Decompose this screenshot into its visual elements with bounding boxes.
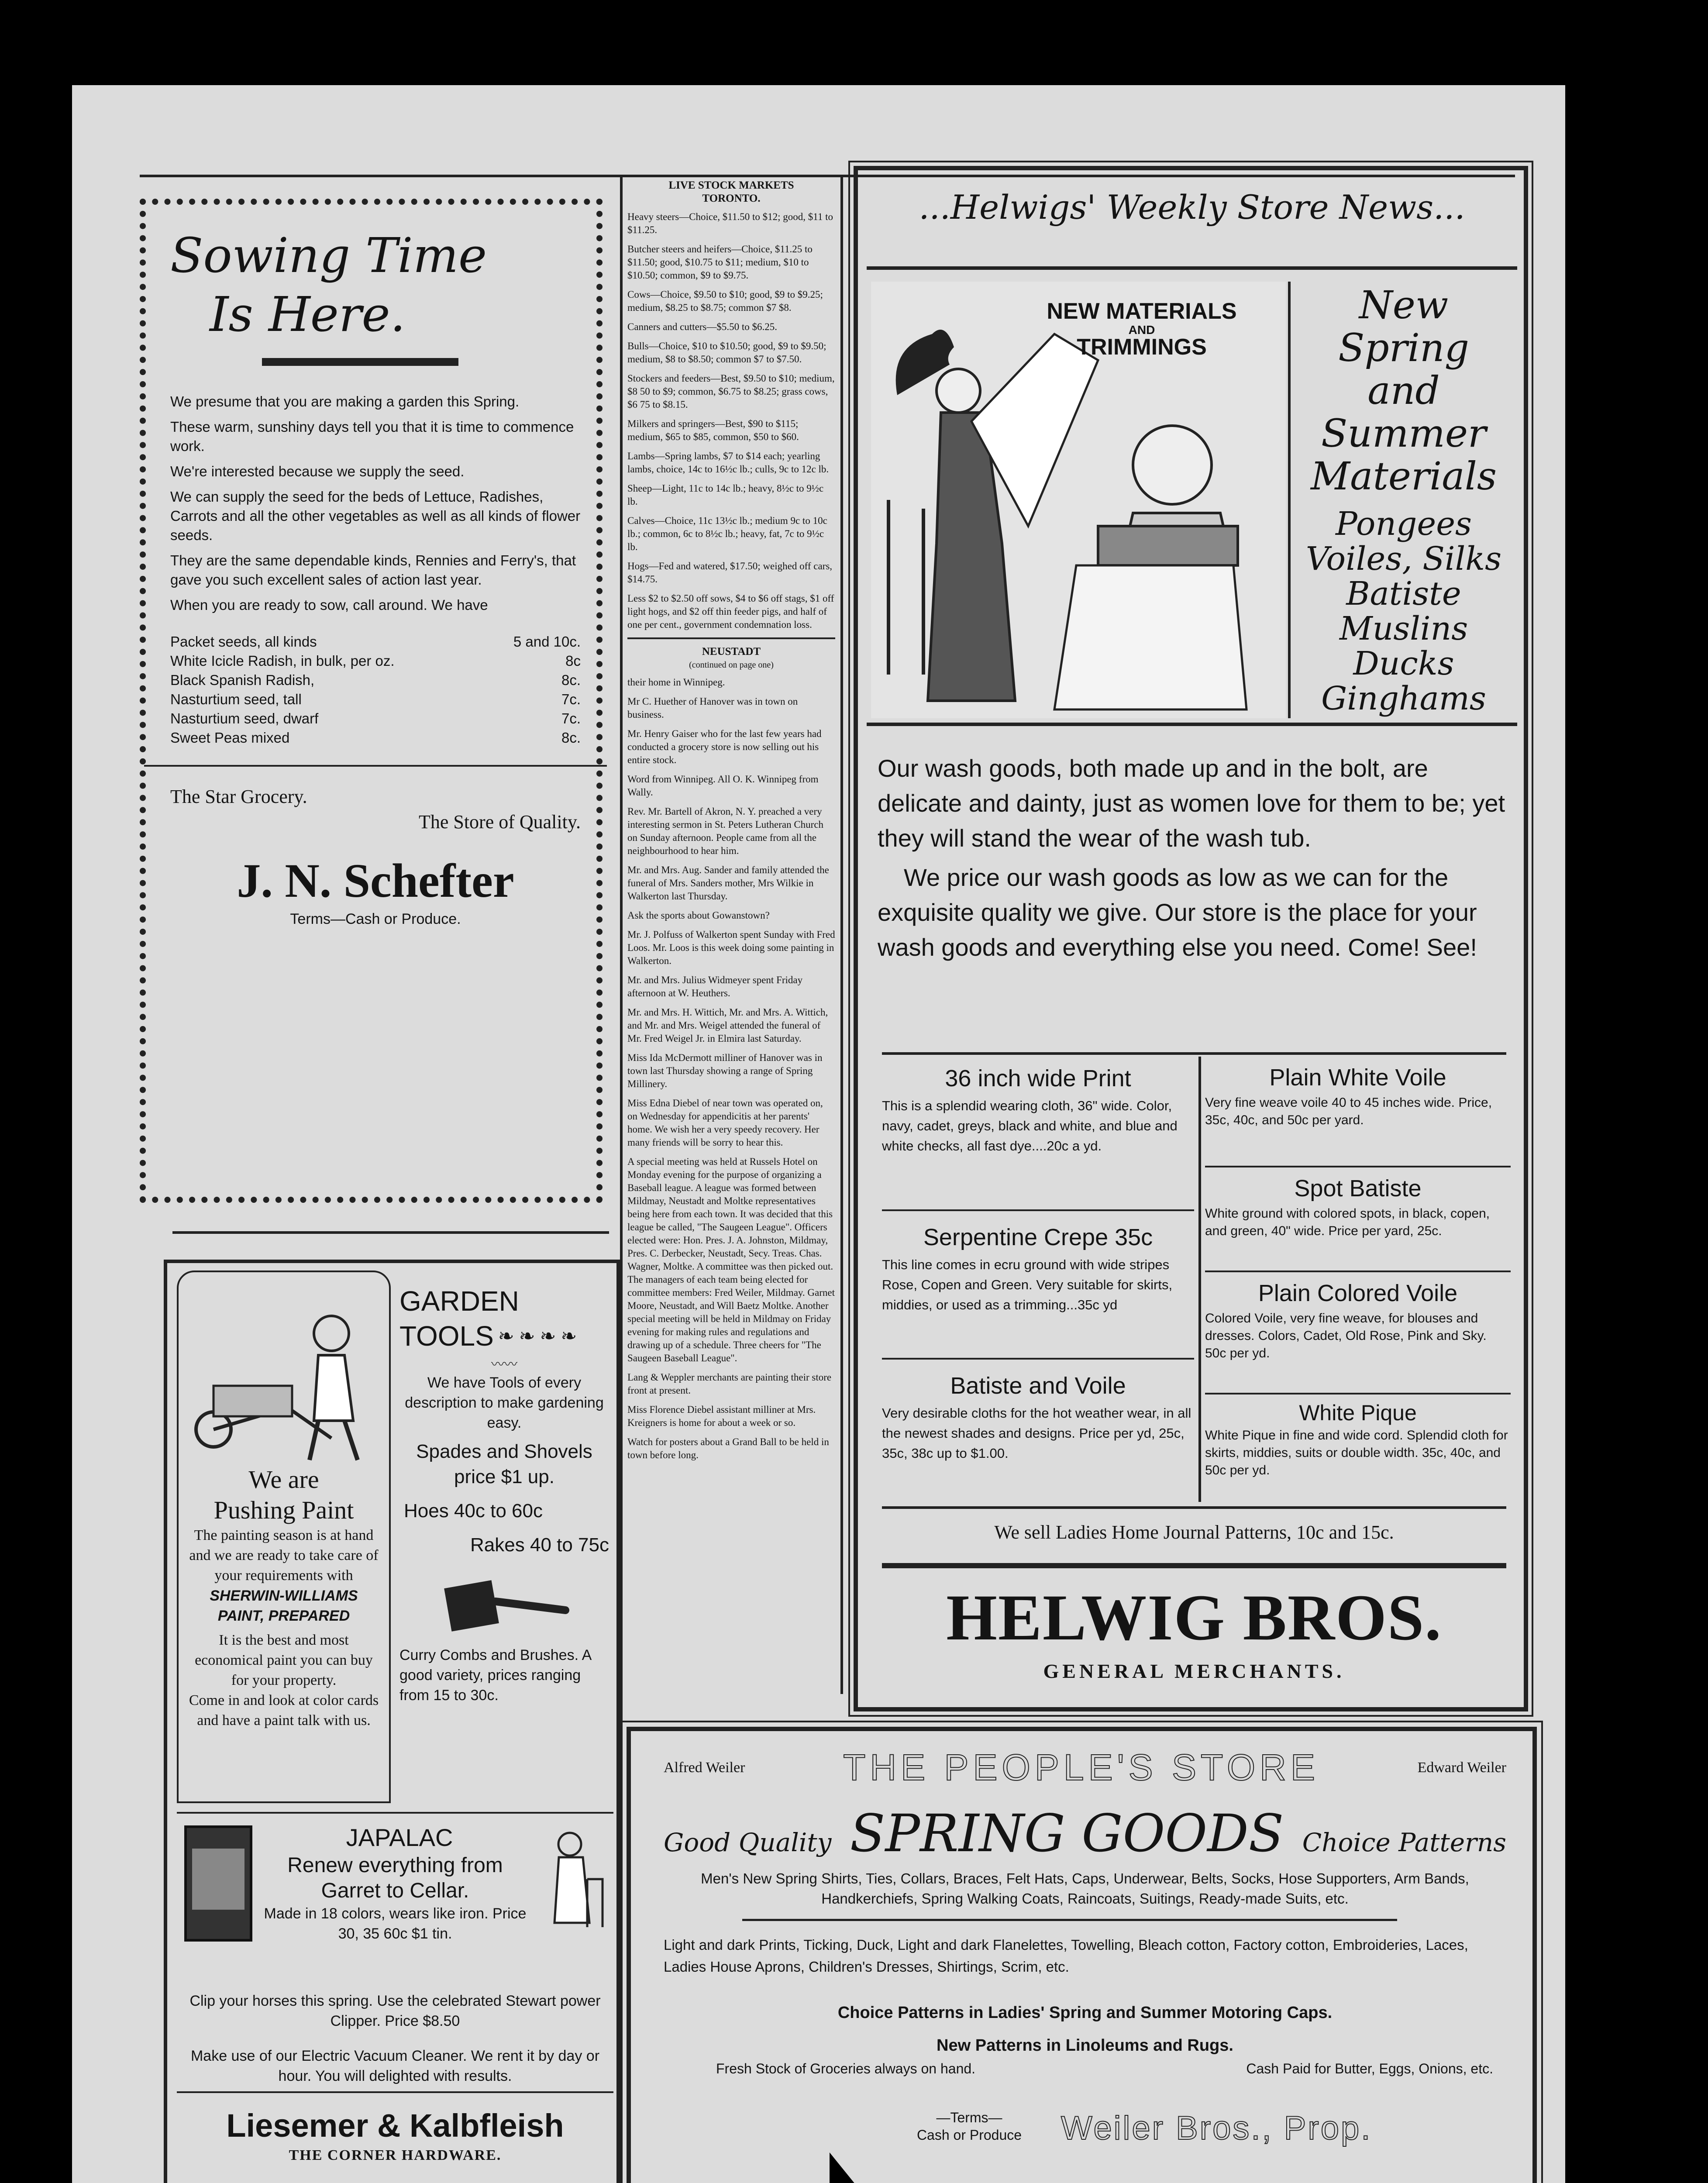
neustadt-paragraph: Mr. and Mrs. H. Wittich, Mr. and Mrs. A. Wittich, and Mr. and Mrs. Weigel attended the funeral of Mr. Fred Weigel Jr. in Elmira last Saturday.: [627, 1007, 828, 1044]
item-block: [882, 1211, 1194, 1360]
motoring-caps: Choice Patterns in Ladies' Spring and Summer Motoring Caps.: [837, 2004, 1333, 2022]
pushing-paint-panel: [177, 1271, 391, 1803]
items-right: [1205, 1061, 1511, 1504]
livestock-paragraph: Less $2 to $2.50 off sows, $4 to $6 off stags, $1 off light hogs, and $2 off thin feeder pigs, and half of one per cent., government condemnation loss.: [627, 593, 834, 630]
garden-tools-panel: [395, 1279, 613, 1803]
section-rule: [172, 1231, 609, 1234]
neustadt-paragraph: Miss Edna Diebel of near town was operated on, on Wednesday for appendicitis at her parents' home. We wish her a very speedy recovery. Her many friends will be sorry to hear this.: [627, 1098, 823, 1148]
livestock-paragraph: Butcher steers and heifers—Choice, $11.25 to $11.50; good, $10.75 to $11; medium, $10 to $10.50; common, $9 to $9.75.: [627, 244, 813, 281]
paint-brand-1: SHERWIN-WILLIAMS: [210, 1587, 358, 1604]
divider: [144, 765, 607, 767]
garden-text: We have Tools of every description to make gardening easy.: [405, 1374, 604, 1431]
pushing-title-2: Pushing Paint: [214, 1496, 354, 1524]
item-title: Batiste and Voile: [950, 1373, 1126, 1399]
illus-caption-3: TRIMMINGS: [1077, 334, 1207, 360]
garden-title-2: TOOLS: [399, 1320, 494, 1352]
new-spring-line: Summer: [1321, 411, 1486, 456]
neustadt-paragraph: Miss Ida McDermott milliner of Hanover was in town last Thursday showing a range of Spring Millinery.: [627, 1052, 823, 1089]
wash-rule: [882, 1052, 1506, 1055]
livestock-paragraph: Canners and cutters—$5.50 to $6.25.: [627, 321, 778, 332]
spring-goods-row: [664, 1803, 1506, 1863]
linoleums: New Patterns in Linoleums and Rugs.: [937, 2036, 1233, 2055]
livestock-paragraph: Lambs—Spring lambs, $7 to $14 each; yearling lambs, choice, 14c to 16½c lb.; culls, 9c to 12c lb.: [627, 451, 829, 475]
item-block: [1205, 1272, 1511, 1395]
item-block: [1205, 1061, 1511, 1167]
item-block: [882, 1360, 1194, 1504]
illustration-panel: [871, 282, 1286, 718]
curry-text: Curry Combs and Brushes. A good variety, prices ranging from 15 to 30c.: [399, 1647, 591, 1704]
price-row: Black Spanish Radish, 8c.: [170, 672, 581, 688]
sowing-paragraph: They are the same dependable kinds, Rennies and Ferry's, that gave you such excellent sales of action last year.: [170, 552, 576, 588]
sowing-paragraph: We can supply the seed for the beds of Lettuce, Radishes, Carrots and all the other vegetables as well as all kinds of flower seeds.: [170, 489, 581, 543]
neustadt-subtitle: (continued on page one): [689, 660, 774, 670]
spades-price: price $1 up.: [454, 1466, 554, 1487]
peoples-rule: [742, 1919, 1397, 1921]
item-title: Plain Colored Voile: [1258, 1280, 1458, 1306]
paint-brand-2: PAINT, PREPARED: [217, 1608, 350, 1624]
fabric-line: Batiste: [1346, 575, 1461, 613]
hoes: Hoes 40c to 60c: [404, 1500, 543, 1522]
item-title: Plain White Voile: [1269, 1064, 1446, 1091]
item-title: Spot Batiste: [1294, 1175, 1422, 1202]
groceries: Fresh Stock of Groceries always on hand.: [716, 2061, 976, 2076]
illus-caption-2: AND: [1128, 323, 1155, 337]
store-line-1: The Star Grocery.: [170, 786, 307, 807]
clip-text: Clip your horses this spring. Use the celebrated Stewart power Clipper. Price $8.50: [189, 1993, 601, 2029]
item-block: [882, 1061, 1194, 1211]
price-row: Nasturtium seed, dwarf 7c.: [170, 710, 581, 727]
fabric-line: Pongees: [1336, 505, 1472, 543]
fabric-line: Muslins: [1339, 610, 1468, 647]
items-divider: [1198, 1057, 1201, 1502]
livestock-paragraph: Milkers and springers—Best, $90 to $115; medium, $65 to $85, common, $50 to $60.: [627, 418, 799, 442]
new-spring-line: New: [1359, 282, 1449, 327]
prop-line: Weiler Bros., Prop.: [1061, 2110, 1372, 2147]
price-row: White Icicle Radish, in bulk, per oz. 8c: [170, 653, 581, 669]
item-block: [1205, 1395, 1511, 1504]
japalac-title: JAPALAC: [346, 1824, 453, 1851]
price-row: Packet seeds, all kinds 5 and 10c.: [170, 634, 581, 650]
firm-subtitle: THE CORNER HARDWARE.: [289, 2147, 502, 2163]
price-row: Nasturtium seed, tall 7c.: [170, 691, 581, 707]
item-body: This is a splendid wearing cloth, 36" wide. Color, navy, cadet, greys, black and white, and blue and white checks, all fast dye....20c a yd.: [882, 1098, 1178, 1153]
spring-goods: SPRING GOODS: [850, 1803, 1284, 1863]
new-spring-line: Materials: [1311, 454, 1497, 499]
choice-patterns: Choice Patterns: [1302, 1828, 1506, 1857]
item-body: Very desirable cloths for the hot weather wear, in all the newest shades and designs. Price per yd, 25c, 35c, 38c up to $1.00.: [882, 1405, 1191, 1461]
peoples-title: THE PEOPLE'S STORE: [843, 1747, 1319, 1788]
terms-value: Cash or Produce: [916, 2127, 1022, 2143]
clipper-panel: [183, 1991, 607, 2092]
sowing-paragraph: When you are ready to sow, call around. We have: [170, 597, 488, 613]
helwig-firm: HELWIG BROS.: [946, 1581, 1442, 1654]
sowing-paragraph: We presume that you are making a garden this Spring.: [170, 393, 520, 410]
livestock-paragraph: Cows—Choice, $9.50 to $10; good, $9 to $9.25; medium, $8.25 to $8.75; common $7 $8.: [627, 289, 823, 313]
garden-title-1: GARDEN: [399, 1285, 519, 1317]
news-column: [622, 179, 840, 1720]
firm-name: Liesemer & Kalbfleish: [226, 2107, 564, 2144]
neustadt-paragraph: Miss Florence Diebel assistant milliner at Mrs. Kreigners is home for about a week or so.: [627, 1404, 816, 1428]
wash-goods-text: [878, 751, 1511, 971]
mens-goods: Men's New Spring Shirts, Ties, Collars, Braces, Felt Hats, Caps, Underwear, Belts, Socks, Hose Supporters, Arm Bands, Handkerchiefs, Spring Walking Coats, Raincoats, Suitings, Ready-made Suits, etc.: [701, 1870, 1469, 1907]
fabric-line: Ducks: [1353, 645, 1454, 682]
helwig-header: ...Helwigs' Weekly Store News...: [919, 188, 1465, 227]
right-proprietor: Edward Weiler: [1417, 1759, 1506, 1776]
neustadt-paragraph: Mr C. Huether of Hanover was in town on business.: [627, 696, 798, 720]
terms-label: —Terms—: [936, 2110, 1002, 2125]
japalac-text-2: Made in 18 colors, wears like iron. Price 30, 35 60c $1 tin.: [264, 1905, 527, 1942]
groceries-row: [716, 2061, 1493, 2077]
illus-bottom-rule: [867, 723, 1517, 726]
divider: [627, 637, 835, 639]
neustadt-paragraph: Word from Winnipeg. All O. K. Winnipeg from Wally.: [627, 774, 819, 798]
item-body: Colored Voile, very fine weave, for blouses and dresses. Colors, Cadet, Old Rose, Pink and Sky. 50c per yd.: [1205, 1311, 1487, 1360]
livestock-title-2: TORONTO.: [702, 193, 761, 204]
rakes: Rakes 40 to 75c: [470, 1534, 609, 1556]
item-body: White ground with colored spots, in black, copen, and green, 40" wide. Price per yard, 25c.: [1205, 1206, 1490, 1238]
new-spring-line: Spring: [1338, 325, 1469, 370]
neustadt-paragraph: Mr. and Mrs. Aug. Sander and family attended the funeral of Mrs. Sanders mother, Mrs Wilkie in Walkerton last Thursday.: [627, 864, 829, 902]
header-rule: [867, 266, 1517, 270]
woman-painting-chair-icon: [548, 1827, 605, 1932]
neustadt-paragraph: Mr. Henry Gaiser who for the last few years had conducted a grocery store is now selling out his entire stock.: [627, 728, 822, 765]
helwig-firm-sub: GENERAL MERCHANTS.: [1043, 1660, 1345, 1682]
illus-caption-1: NEW MATERIALS: [1047, 299, 1237, 324]
title-underline: [262, 358, 458, 366]
sowing-paragraph: We're interested because we supply the seed.: [170, 463, 465, 479]
vacuum-text: Make use of our Electric Vacuum Cleaner. We rent it by day or hour. You will delighted with results.: [190, 2048, 600, 2084]
neustadt-paragraph: their home in Winnipeg.: [627, 677, 725, 688]
terms: Terms—Cash or Produce.: [290, 911, 461, 927]
sowing-title-2: Is Here.: [210, 286, 406, 342]
neustadt-paragraph: Watch for posters about a Grand Ball to be held in town before long.: [627, 1436, 829, 1460]
paint-text: It is the best and most economical paint you can buy for your property.: [195, 1632, 373, 1688]
livestock-paragraph: Hogs—Fed and watered, $17.50; weighed off cars, $14.75.: [627, 561, 833, 585]
livestock-paragraph: Stockers and feeders—Best, $9.50 to $10; medium, $8 50 to $9; common, $6.75 to $8.25; grass cows, $6 75 to $8.15.: [627, 373, 835, 410]
neustadt-paragraph: Lang & Weppler merchants are painting their store front at present.: [627, 1372, 832, 1396]
flourish-icon: 〰〰: [491, 1357, 517, 1372]
good-quality: Good Quality: [664, 1828, 832, 1857]
item-title: Serpentine Crepe 35c: [923, 1224, 1153, 1250]
illus-divider: [1288, 282, 1291, 718]
item-title: White Pique: [1299, 1401, 1417, 1425]
paint-text: The painting season is at hand and we are ready to take care of your requirements with: [189, 1527, 379, 1584]
japalac-text-1: Renew everything from Garret to Cellar.: [287, 1854, 503, 1902]
new-spring-panel: [1292, 284, 1515, 716]
fabric-line: Voiles, Silks: [1305, 540, 1502, 578]
new-spring-line: and: [1367, 368, 1440, 413]
neustadt-title: NEUSTADT: [702, 646, 761, 658]
peoples-terms: [895, 2109, 1043, 2144]
item-body: This line comes in ecru ground with wide stripes Rose, Copen and Green. Very suitable for skirts, middies, or used as a trimming...35c yd: [882, 1257, 1173, 1312]
wheelbarrow-man-illustration: [187, 1281, 379, 1464]
cash-paid: Cash Paid for Butter, Eggs, Onions, etc.: [1246, 2061, 1493, 2076]
item-title: 36 inch wide Print: [945, 1065, 1131, 1092]
dry-goods: Light and dark Prints, Ticking, Duck, Light and dark Flanelettes, Towelling, Bleach cotton, Factory cotton, Embroideries, Laces, Ladies House Aprons, Children's Dresses, Shirtings, Scrim, etc.: [664, 1937, 1468, 1975]
column-rule-right: [840, 175, 843, 1694]
sowing-ad: [170, 227, 581, 1188]
curry-comb-icon: [439, 1571, 570, 1636]
livestock-paragraph: Bulls—Choice, $10 to $10.50; good, $9 to $9.50; medium, $8 to $8.50; common $7 to $7.50.: [627, 341, 826, 365]
fabric-line: Ginghams: [1321, 680, 1486, 717]
decorative-flourish-icon: ❧ ❧ ❧ ❧: [498, 1325, 577, 1347]
sowing-title-1: Sowing Time: [170, 227, 487, 283]
livestock-paragraph: Heavy steers—Choice, $11.50 to $12; good, $11 to $11.25.: [627, 211, 833, 235]
item-body: Very fine weave voile 40 to 45 inches wide. Price, 35c, 40c, and 50c per yard.: [1205, 1095, 1492, 1127]
patterns-rule: [882, 1506, 1506, 1509]
wash-goods-paragraph: Our wash goods, both made up and in the bolt, are delicate and dainty, just as women love for them to be; yet they will stand the wear of the wash tub.: [878, 754, 1505, 852]
pushing-title-1: We are: [248, 1465, 319, 1494]
firm-rule: [882, 1563, 1506, 1568]
neustadt-paragraph: Ask the sports about Gowanstown?: [627, 910, 770, 921]
item-block: [1205, 1167, 1511, 1272]
merchant-name: J. N. Schefter: [237, 854, 514, 907]
hardware-footer: [177, 2091, 613, 2166]
paint-text: Come in and look at color cards and have a paint talk with us.: [189, 1692, 379, 1728]
patterns-line: We sell Ladies Home Journal Patterns, 10c and 15c.: [994, 1522, 1394, 1543]
japalac-can-icon: [181, 1822, 255, 1945]
neustadt-paragraph: A special meeting was held at Russels Hotel on Monday evening for the purpose of organizing a Baseball league. A league was formed between Mildmay, Neustadt and Moltke representatives being here from each town. It was decided that this league be called, "The Saugeen League". Officers elected were: Hon. Pres. J. A. Johnston, Mildmay, Pres. C. Derbecker, Neustadt, Secy. Treas. Chas. Wagner, Moltke. A committee was then picked out. The managers of each team being elected for committee members: Fred Weiler, Mildmay. Garnet Moore, Neustadt, and Will Baetz Moltke. Another special meeting will be held in Mildmay on Friday evening for making rules and regulations and drawing up of a schedule. Three cheers for "The Saugeen Baseball League".: [627, 1156, 835, 1364]
item-body: White Pique in fine and wide cord. Splendid cloth for skirts, middies, suits or double width. 35c, 40c, and 50c per yd.: [1205, 1428, 1508, 1477]
neustadt-paragraph: Rev. Mr. Bartell of Akron, N. Y. preached a very interesting sermon in St. Peters Lutheran Church on Sunday afternoon. People came from all the neighbourhood to hear him.: [627, 806, 824, 856]
items-left: [882, 1061, 1194, 1504]
spades: Spades and Shovels: [416, 1441, 592, 1462]
store-line-2: The Store of Quality.: [418, 811, 581, 833]
livestock-paragraph: Sheep—Light, 11c to 14c lb.; heavy, 8½c to 9½c lb.: [627, 483, 824, 507]
price-row: Sweet Peas mixed 8c.: [170, 730, 581, 746]
left-proprietor: Alfred Weiler: [664, 1759, 745, 1776]
neustadt-paragraph: Mr. and Mrs. Julius Widmeyer spent Friday afternoon at W. Heuthers.: [627, 974, 803, 999]
livestock-title-1: LIVE STOCK MARKETS: [668, 179, 794, 191]
livestock-paragraph: Calves—Choice, 11c 13½c lb.; medium 9c to 10c lb.; common, 6c to 8½c lb.; heavy, fat, 7c to 9½c lb.: [627, 515, 827, 552]
sowing-paragraph: These warm, sunshiny days tell you that it is time to commence work.: [170, 419, 574, 454]
neustadt-paragraph: Mr. J. Polfuss of Walkerton spent Sunday with Fred Loos. Mr. Loos is this week doing some painting in Walkerton.: [627, 929, 835, 966]
peoples-header: [664, 1746, 1506, 1789]
wash-goods-paragraph: We price our wash goods as low as we can for the exquisite quality we give. Our store is the place for your wash goods and everything else you need. Come! See!: [878, 864, 1477, 961]
japalac-panel: [177, 1812, 613, 1987]
